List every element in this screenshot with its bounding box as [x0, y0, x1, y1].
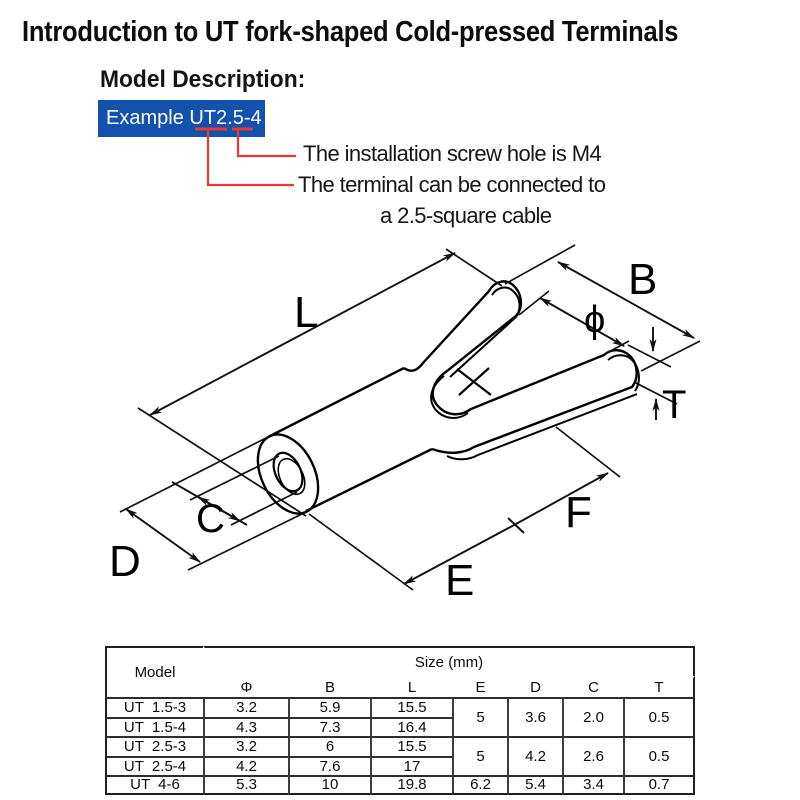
annotation-cable-line1: The terminal can be connected to: [298, 172, 606, 197]
plate-bottom-thickness-line: [447, 394, 637, 459]
dimension-L-extension-left: [138, 408, 306, 516]
dimension-L-extension-right: [446, 249, 502, 286]
fork-plate-outline: [404, 281, 637, 452]
cell-C: 3.4: [562, 775, 623, 795]
cell-phi: 3.2: [203, 736, 288, 756]
table-row: [105, 736, 695, 756]
cell-L: 16.4: [370, 717, 452, 737]
cell-L: 17: [370, 756, 452, 776]
dimension-E-extension-left: [309, 514, 413, 590]
dimension-T-edge-bottom: [634, 382, 677, 404]
slot-center-cross-mark: [457, 368, 491, 395]
dimension-F-extension-right: [556, 427, 620, 477]
dimension-label-phi: ϕ: [584, 299, 606, 341]
dimension-label-B: B: [628, 255, 658, 304]
table-col-E: E: [452, 676, 507, 697]
cell-model: UT 4-6: [105, 775, 203, 795]
cell-model: UT 1.5-4: [105, 717, 203, 737]
table-header-model: Model: [105, 646, 203, 697]
cell-phi: 4.3: [203, 717, 288, 737]
dimension-C-extension-top: [190, 456, 279, 500]
dimension-lines: [120, 245, 700, 590]
cell-D-merged: 3.6: [507, 697, 562, 736]
dimension-F-line: [516, 473, 608, 524]
page-title: Introduction to UT fork-shaped Cold-pressed Terminals: [22, 16, 679, 48]
dimension-L-line: [150, 253, 455, 415]
cell-L: 19.8: [370, 775, 452, 795]
barrel-bottom-edge: [306, 449, 432, 511]
annotation-cable-line2: a 2.5-square cable: [380, 203, 552, 228]
dimension-D-extension-top: [120, 436, 270, 512]
slot-bend-thickness-line: [431, 376, 468, 418]
dimension-phi-line: [540, 298, 624, 346]
dimension-label-L: L: [294, 288, 319, 337]
left-prong-thickness-line: [450, 288, 520, 377]
table-col-T: T: [623, 676, 695, 697]
cell-B: 10: [288, 775, 370, 795]
table-col-L: L: [370, 676, 452, 697]
cell-phi: 3.2: [203, 697, 288, 717]
dimension-B-extension-bottom: [641, 341, 700, 371]
barrel-top-edge: [270, 368, 404, 436]
cell-phi: 4.2: [203, 756, 288, 776]
table-header-size: Size (mm): [203, 646, 695, 676]
table-col-phi: Φ: [203, 676, 288, 697]
cell-model: UT 2.5-4: [105, 756, 203, 776]
cell-C-merged: 2.6: [562, 736, 623, 775]
dimension-B-line: [558, 262, 694, 338]
cell-model: UT 2.5-3: [105, 736, 203, 756]
cell-B: 5.9: [288, 697, 370, 717]
cell-C-merged: 2.0: [562, 697, 623, 736]
dimension-D-extension-bottom: [188, 512, 306, 570]
right-prong-thickness-line: [608, 355, 639, 391]
size-spec-table: [105, 646, 695, 795]
dimension-label-F: F: [565, 488, 592, 537]
dimension-E-line: [404, 524, 516, 584]
table-col-B: B: [288, 676, 370, 697]
cell-D: 5.4: [507, 775, 562, 795]
cell-E-merged: 5: [452, 697, 507, 736]
cell-B: 7.3: [288, 717, 370, 737]
dimension-T-edge-top: [628, 345, 671, 367]
cell-E-merged: 5: [452, 736, 507, 775]
cell-model: UT 1.5-3: [105, 697, 203, 717]
barrel-outer-face: [246, 425, 330, 524]
dimension-C-extension-bottom: [231, 492, 297, 525]
cable-connector-line: [208, 129, 294, 185]
dimension-label-T: T: [662, 383, 687, 427]
annotation-screw-hole: The installation screw hole is M4: [303, 141, 602, 166]
table-row: [105, 697, 695, 717]
cell-B: 7.6: [288, 756, 370, 776]
cell-T: 0.7: [623, 775, 695, 795]
cell-L: 15.5: [370, 736, 452, 756]
dimension-label-E: E: [445, 556, 475, 605]
dimension-label-D: D: [109, 537, 141, 586]
cell-T-merged: 0.5: [623, 697, 695, 736]
example-model-badge: Example UT2.5-4: [98, 100, 265, 137]
dimension-phi-extension-bottom: [605, 341, 629, 354]
table-row: [105, 775, 695, 795]
barrel-wire-hole: [268, 448, 308, 496]
fork-terminal-outline: [246, 281, 639, 523]
dimension-D-line: [126, 509, 200, 562]
dimension-C-arrows: [198, 497, 240, 521]
dimension-phi-extension-top: [519, 291, 549, 315]
dimension-C-line: [172, 482, 247, 525]
annotation-connector-lines: [195, 129, 296, 185]
table-col-D: D: [507, 676, 562, 697]
barrel-hole-inner-wall: [273, 454, 310, 498]
table-col-C: C: [562, 676, 623, 697]
model-description-heading: Model Description:: [100, 66, 306, 93]
dimension-EF-tick: [508, 518, 524, 533]
cell-D-merged: 4.2: [507, 736, 562, 775]
cell-T-merged: 0.5: [623, 736, 695, 775]
cell-B: 6: [288, 736, 370, 756]
dimension-label-C: C: [196, 497, 225, 541]
cell-E: 6.2: [452, 775, 507, 795]
cell-phi: 5.3: [203, 775, 288, 795]
cell-L: 15.5: [370, 697, 452, 717]
dimension-B-extension-top: [505, 245, 575, 284]
